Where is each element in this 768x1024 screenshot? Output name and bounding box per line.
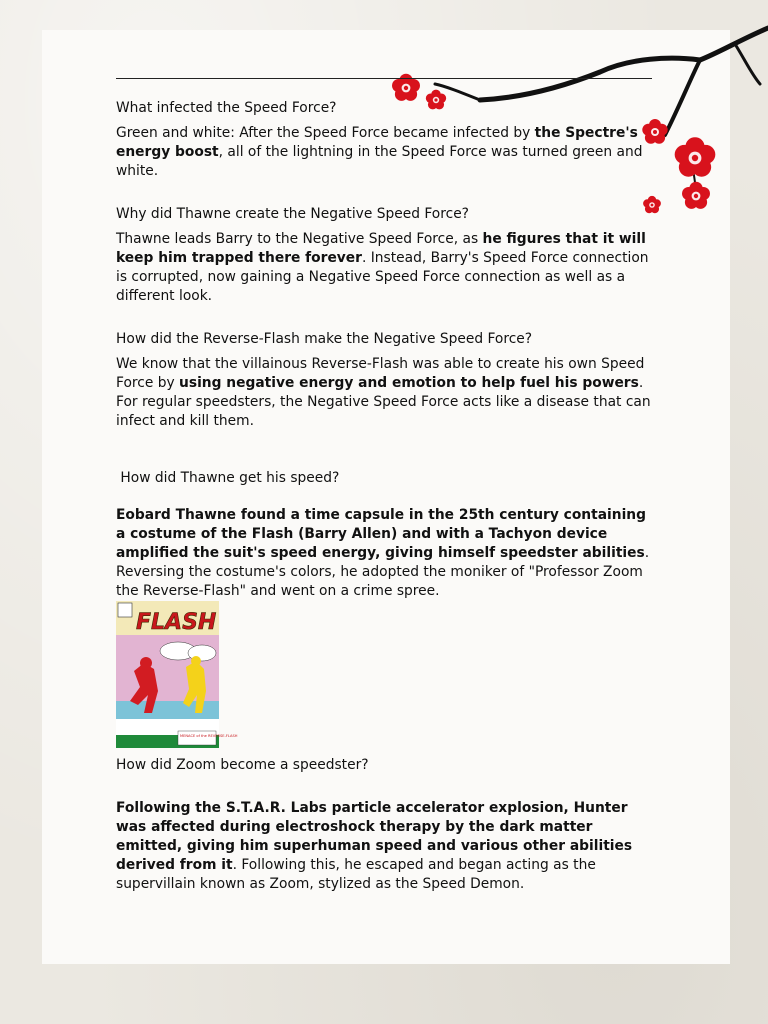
answer-text: Thawne leads Barry to the Negative Speed Force, as	[116, 231, 483, 247]
question-heading: Why did Thawne create the Negative Speed Force?	[116, 206, 469, 222]
question-heading: What infected the Speed Force?	[116, 100, 337, 116]
header-divider	[116, 78, 652, 79]
document-body	[116, 99, 652, 894]
question-heading: How did the Reverse-Flash make the Negative Speed Force?	[116, 331, 533, 347]
answer-paragraph	[116, 355, 652, 431]
answer-emphasis: Eobard Thawne found a time capsule in the 25th century containing a costume of the Flash (Barry Allen) and with a Tachyon device amplified the suit's speed energy, giving himself speedster abilities	[116, 507, 647, 561]
answer-paragraph	[116, 230, 652, 306]
answer-text: . For regular speedsters, the Negative Speed Force acts like a disease that can infect and kill them.	[116, 375, 651, 429]
answer-text: . Instead, Barry's Speed Force connection is corrupted, now gaining a Negative Speed Force connection as well as a different look.	[116, 250, 649, 304]
question-heading: How did Thawne get his speed?	[116, 470, 340, 486]
answer-emphasis: Following the S.T.A.R. Labs particle accelerator explosion, Hunter was affected during electroshock therapy by the dark matter emitted, giving him superhuman speed and various other abilities derived from it	[116, 800, 633, 873]
answer-emphasis: the Spectre's energy boost	[116, 125, 638, 160]
answer-paragraph	[116, 506, 652, 601]
answer-emphasis: he figures that it will keep him trapped there forever	[116, 231, 646, 266]
answer-text: . Reversing the costume's colors, he adopted the moniker of "Professor Zoom the Reverse-Flash" and went on a crime spree.	[116, 545, 650, 599]
flash-comic-cover-image	[116, 601, 238, 748]
answer-text: Green and white: After the Speed Force became infected by	[116, 125, 535, 141]
answer-text: , all of the lightning in the Speed Force was turned green and white.	[116, 144, 643, 179]
question-heading: How did Zoom become a speedster?	[116, 757, 369, 773]
comic-subtitle: MENACE of the REVERSE-FLASH	[180, 734, 238, 738]
answer-paragraph	[116, 124, 652, 181]
answer-paragraph	[116, 799, 652, 894]
answer-text: We know that the villainous Reverse-Flash was able to create his own Speed Force by	[116, 356, 645, 391]
comic-title: FLASH	[136, 610, 217, 635]
answer-text: . Following this, he escaped and began acting as the supervillain known as Zoom, stylized as the Speed Demon.	[116, 857, 596, 892]
answer-emphasis: using negative energy and emotion to help fuel his powers	[179, 375, 639, 391]
